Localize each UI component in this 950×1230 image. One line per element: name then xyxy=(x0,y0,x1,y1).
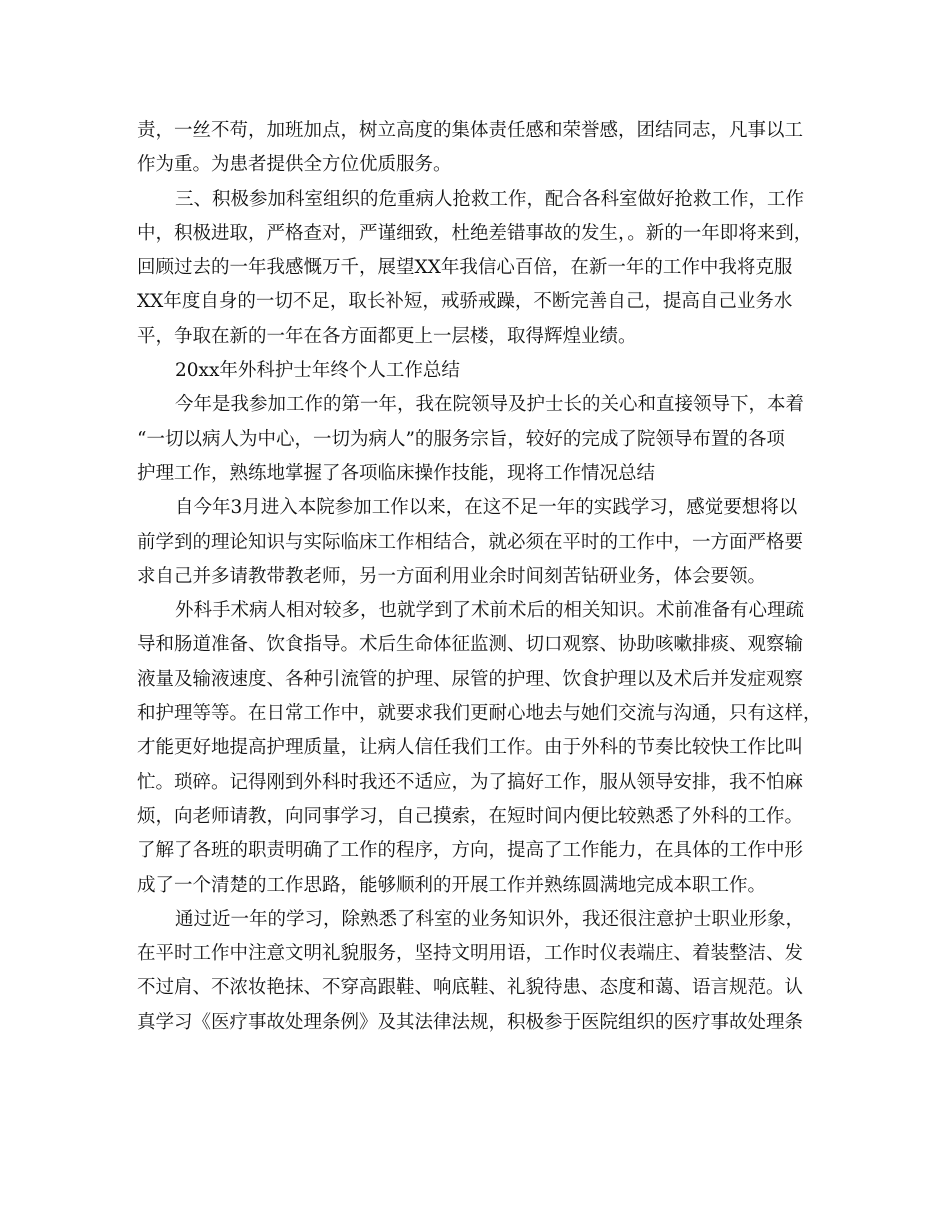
text-line: 在平时工作中注意文明礼貌服务，坚持文明用语，工作时仪表端庄、着装整洁、发 xyxy=(137,943,804,965)
text-line: 了解了各班的职责明确了工作的程序，方向，提高了工作能力，在具体的工作中形 xyxy=(137,840,804,862)
text-line: 护理工作，熟练地掌握了各项临床操作技能，现将工作情况总结 xyxy=(137,462,656,484)
text-line: 前学到的理论知识与实际临床工作相结合，就必须在平时的工作中，一方面严格要 xyxy=(137,531,804,553)
text-line: “一切以病人为中心，一切为病人”的服务宗旨，较好的完成了院领导布置的各项 xyxy=(137,428,785,450)
text-line: 真学习《医疗事故处理条例》及其法律法规，积极参于医院组织的医疗事故处理条 xyxy=(137,1011,804,1033)
text-line: 才能更好地提高护理质量，让病人信任我们工作。由于外科的节奏比较快工作比叫 xyxy=(137,737,804,759)
text-line: 作为重。为患者提供全方位优质服务。 xyxy=(137,154,452,176)
text-line: 烦，向老师请教，向同事学习，自己摸索，在短时间内便比较熟悉了外科的工作。 xyxy=(137,805,804,827)
text-line: 液量及输液速度、各种引流管的护理、尿管的护理、饮食护理以及术后并发症观察 xyxy=(137,668,804,690)
text-line: 平，争取在新的一年在各方面都更上一层楼，取得辉煌业绩。 xyxy=(137,325,637,347)
document-body xyxy=(137,114,822,1040)
text-line: 导和肠道准备、饮食指导。术后生命体征监测、切口观察、协助咳嗽排痰、观察输 xyxy=(137,634,804,656)
text-line: 自今年3月进入本院参加工作以来，在这不足一年的实践学习，感觉要想将以 xyxy=(175,497,798,519)
text-line: 不过肩、不浓妆艳抹、不穿高跟鞋、响底鞋、礼貌待患、态度和蔼、语言规范。认 xyxy=(137,977,804,999)
text-line: 通过近一年的学习，除熟悉了科室的业务知识外，我还很注意护士职业形象， xyxy=(175,908,805,930)
text-line: 忙。琐碎。记得刚到外科时我还不适应，为了搞好工作，服从领导安排，我不怕麻 xyxy=(137,771,804,793)
text-line: 三、积极参加科室组织的危重病人抢救工作，配合各科室做好抢救工作，工作 xyxy=(175,188,805,210)
text-line: 回顾过去的一年我感慨万千，展望XX年我信心百倍，在新一年的工作中我将克服 xyxy=(137,257,793,279)
text-line: 求自己并多请教带教老师，另一方面利用业余时间刻苦钻研业务，体会要领。 xyxy=(137,565,767,587)
text-line: 中，积极进取，严格查对，严谨细致，杜绝差错事故的发生，。新的一年即将来到， xyxy=(137,222,813,244)
text-line: 成了一个清楚的工作思路，能够顺利的开展工作并熟练圆满地完成本职工作。 xyxy=(137,874,767,896)
text-line: 今年是我参加工作的第一年，我在院领导及护士长的关心和直接领导下，本着 xyxy=(175,394,805,416)
text-line: 责，一丝不苟，加班加点，树立高度的集体责任感和荣誉感，团结同志，凡事以工 xyxy=(137,120,804,141)
text-line: XX年度自身的一切不足，取长补短，戒骄戒躁，不断完善自己，提高自己业务水 xyxy=(137,291,793,313)
text-line: 和护理等等。在日常工作中，就要求我们更耐心地去与她们交流与沟通，只有这样， xyxy=(137,703,822,725)
text-line: 20xx年外科护士年终个人工作总结 xyxy=(175,360,460,382)
text-line: 外科手术病人相对较多，也就学到了术前术后的相关知识。术前准备有心理疏 xyxy=(175,600,805,622)
